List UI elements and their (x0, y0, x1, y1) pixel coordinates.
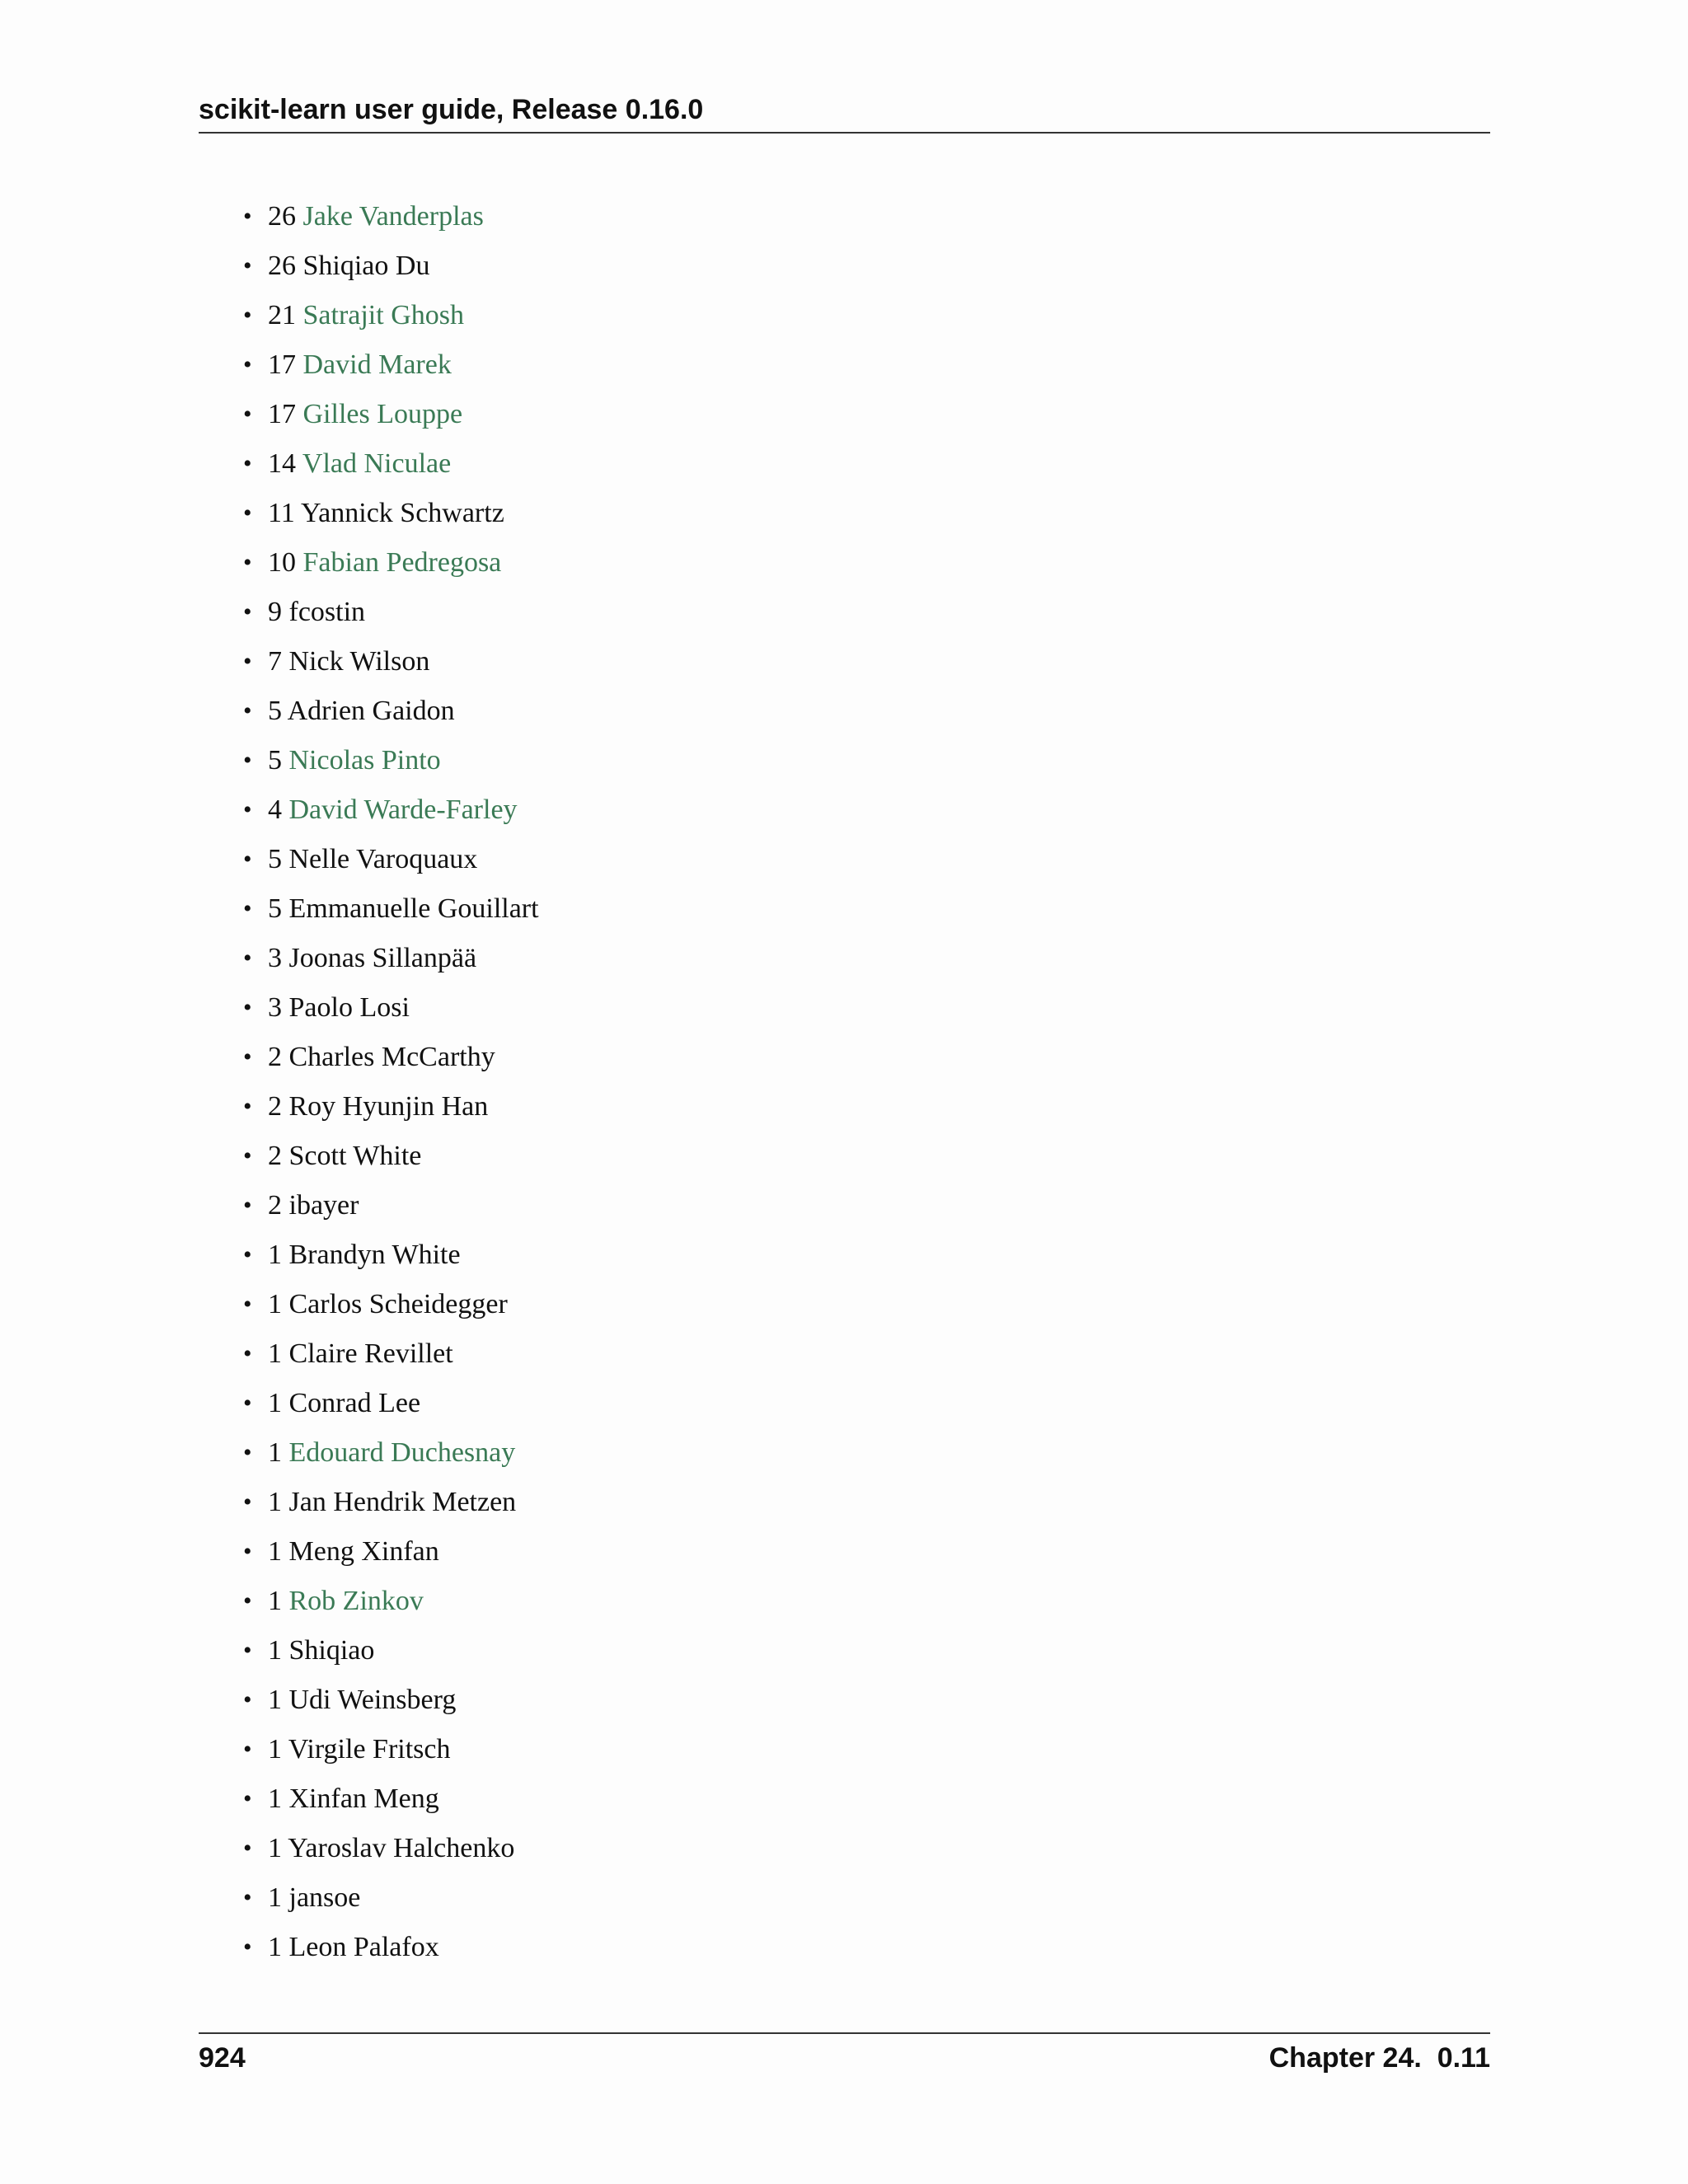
bullet-icon: • (243, 1933, 252, 1961)
contributor-list (243, 192, 539, 1972)
list-item (243, 637, 539, 687)
header-title: scikit-learn user guide, Release 0.16.0 (199, 94, 704, 125)
contributor-name: Conrad Lee (288, 1388, 421, 1418)
bullet-icon: • (243, 994, 252, 1021)
page-header (199, 91, 1490, 134)
contributor-link[interactable]: David Warde-Farley (288, 794, 518, 825)
contributor-name: fcostin (288, 597, 366, 627)
bullet-icon: • (243, 499, 252, 527)
bullet-icon: • (243, 1439, 252, 1466)
list-item (243, 1230, 539, 1280)
contributor-name: Udi Weinsberg (288, 1685, 457, 1715)
bullet-icon: • (243, 796, 252, 823)
contributor-name: Joonas Sillanpää (288, 943, 477, 973)
bullet-icon: • (243, 1835, 252, 1862)
contribution-count: 26 (268, 251, 296, 281)
contributor-name: Meng Xinfan (288, 1536, 439, 1567)
contributor-name: Scott White (288, 1141, 422, 1171)
contribution-count: 3 (268, 992, 282, 1023)
bullet-icon: • (243, 1192, 252, 1219)
contributor-link[interactable]: Rob Zinkov (288, 1586, 424, 1616)
list-item (243, 934, 539, 983)
contribution-count: 3 (268, 943, 282, 973)
contributor-name: Jan Hendrik Metzen (288, 1487, 517, 1517)
bullet-icon: • (243, 1340, 252, 1367)
list-item (243, 1577, 539, 1626)
contribution-count: 1 (268, 1734, 282, 1765)
contributor-name: Nick Wilson (288, 646, 430, 677)
contributor-name: Roy Hyunjin Han (288, 1091, 489, 1122)
contribution-count: 5 (268, 696, 282, 726)
bullet-icon: • (243, 302, 252, 329)
contributor-name: Virgile Fritsch (288, 1734, 451, 1765)
list-item (243, 1428, 539, 1478)
list-item (243, 785, 539, 835)
contribution-count: 9 (268, 597, 282, 627)
contributor-name: Carlos Scheidegger (288, 1289, 508, 1319)
contribution-count: 26 (268, 201, 296, 232)
list-item (243, 983, 539, 1033)
bullet-icon: • (243, 1142, 252, 1169)
list-item (243, 884, 539, 934)
contribution-count: 1 (268, 1240, 282, 1270)
page-number: 924 (199, 2042, 246, 2074)
contribution-count: 5 (268, 893, 282, 924)
bullet-icon: • (243, 1241, 252, 1268)
bullet-icon: • (243, 1637, 252, 1664)
contribution-count: 1 (268, 1289, 282, 1319)
bullet-icon: • (243, 747, 252, 774)
bullet-icon: • (243, 1291, 252, 1318)
contribution-count: 1 (268, 1338, 282, 1369)
contributor-name: Brandyn White (288, 1240, 461, 1270)
bullet-icon: • (243, 598, 252, 626)
list-item (243, 1527, 539, 1577)
bullet-icon: • (243, 1488, 252, 1516)
contribution-count: 1 (268, 1685, 282, 1715)
contribution-count: 2 (268, 1190, 282, 1221)
list-item (243, 1774, 539, 1824)
list-item (243, 1923, 539, 1972)
contribution-count: 2 (268, 1091, 282, 1122)
list-item (243, 1675, 539, 1725)
list-item (243, 241, 539, 291)
contributor-link[interactable]: Gilles Louppe (302, 399, 463, 429)
bullet-icon: • (243, 1390, 252, 1417)
contributor-name: Adrien Gaidon (287, 696, 455, 726)
bullet-icon: • (243, 1785, 252, 1812)
contribution-count: 14 (268, 448, 296, 479)
bullet-icon: • (243, 1686, 252, 1713)
contribution-count: 1 (268, 1586, 282, 1616)
list-item (243, 687, 539, 736)
bullet-icon: • (243, 895, 252, 922)
contributor-name: Leon Palafox (288, 1932, 439, 1962)
list-item (243, 1132, 539, 1181)
contributor-link[interactable]: Nicolas Pinto (288, 745, 441, 776)
contributor-name: Paolo Losi (288, 992, 410, 1023)
list-item (243, 1033, 539, 1082)
list-item (243, 1725, 539, 1774)
bullet-icon: • (243, 1093, 252, 1120)
bullet-icon: • (243, 1736, 252, 1763)
list-item (243, 588, 539, 637)
bullet-icon: • (243, 450, 252, 477)
list-item (243, 390, 539, 439)
contributor-name: Shiqiao (288, 1635, 375, 1666)
bullet-icon: • (243, 944, 252, 972)
list-item (243, 1873, 539, 1923)
list-item (243, 736, 539, 785)
contribution-count: 21 (268, 300, 296, 330)
contributor-name: Emmanuelle Gouillart (288, 893, 539, 924)
bullet-icon: • (243, 846, 252, 873)
list-item (243, 835, 539, 884)
bullet-icon: • (243, 1587, 252, 1615)
contributor-name: Charles McCarthy (288, 1042, 495, 1072)
bullet-icon: • (243, 252, 252, 279)
contribution-count: 5 (268, 745, 282, 776)
list-item (243, 1329, 539, 1379)
contributor-link[interactable]: Fabian Pedregosa (302, 547, 502, 578)
list-item (243, 1181, 539, 1230)
contribution-count: 1 (268, 1833, 282, 1863)
list-item (243, 340, 539, 390)
contribution-count: 2 (268, 1042, 282, 1072)
contribution-count: 1 (268, 1882, 282, 1913)
contribution-count: 1 (268, 1388, 282, 1418)
contributor-name: Nelle Varoquaux (288, 844, 478, 874)
contribution-count: 17 (268, 399, 296, 429)
contributor-link[interactable]: Jake Vanderplas (302, 201, 484, 232)
list-item (243, 439, 539, 489)
list-item (243, 291, 539, 340)
list-item (243, 1379, 539, 1428)
contributor-name: Claire Revillet (288, 1338, 453, 1369)
contribution-count: 1 (268, 1536, 282, 1567)
contributor-name: Yaroslav Halchenko (288, 1833, 515, 1863)
contribution-count: 11 (268, 498, 295, 528)
contributor-name: Yannick Schwartz (301, 498, 504, 528)
bullet-icon: • (243, 648, 252, 675)
list-item (243, 538, 539, 588)
contributor-link[interactable]: Vlad Niculae (302, 448, 452, 479)
list-item (243, 489, 539, 538)
contribution-count: 1 (268, 1487, 282, 1517)
page-footer (199, 2032, 1490, 2083)
contributor-name: Shiqiao Du (302, 251, 430, 281)
contributor-link[interactable]: Edouard Duchesnay (288, 1437, 516, 1468)
chapter-label: Chapter 24. 0.11 (1268, 2042, 1490, 2074)
bullet-icon: • (243, 203, 252, 230)
list-item (243, 1082, 539, 1132)
contribution-count: 10 (268, 547, 296, 578)
contribution-count: 1 (268, 1437, 282, 1468)
bullet-icon: • (243, 697, 252, 724)
list-item (243, 192, 539, 241)
list-item (243, 1280, 539, 1329)
contributor-link[interactable]: David Marek (302, 349, 452, 380)
contribution-count: 2 (268, 1141, 282, 1171)
contribution-count: 1 (268, 1783, 282, 1814)
contributor-name: Xinfan Meng (288, 1783, 439, 1814)
contribution-count: 1 (268, 1635, 282, 1666)
list-item (243, 1478, 539, 1527)
list-item (243, 1824, 539, 1873)
contribution-count: 1 (268, 1932, 282, 1962)
bullet-icon: • (243, 549, 252, 576)
bullet-icon: • (243, 1043, 252, 1071)
contributor-name: jansoe (288, 1882, 361, 1913)
bullet-icon: • (243, 1884, 252, 1911)
contributor-name: ibayer (288, 1190, 359, 1221)
contributor-link[interactable]: Satrajit Ghosh (302, 300, 464, 330)
contribution-count: 4 (268, 794, 282, 825)
bullet-icon: • (243, 401, 252, 428)
contribution-count: 7 (268, 646, 282, 677)
bullet-icon: • (243, 1538, 252, 1565)
bullet-icon: • (243, 351, 252, 378)
contribution-count: 5 (268, 844, 282, 874)
contribution-count: 17 (268, 349, 296, 380)
list-item (243, 1626, 539, 1675)
